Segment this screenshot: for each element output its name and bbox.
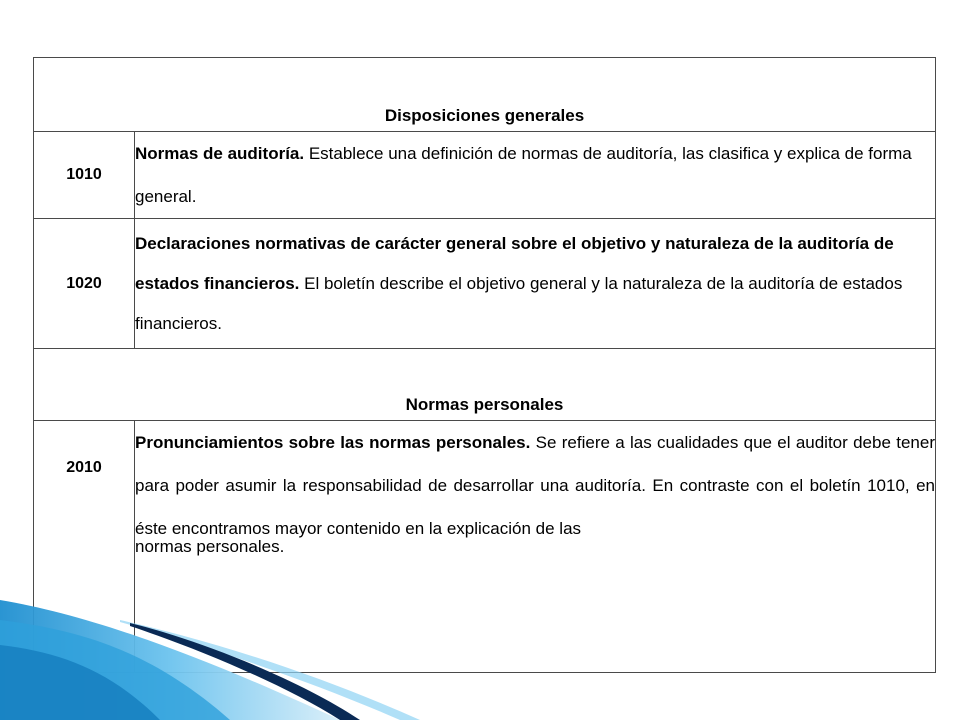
section-header-row bbox=[34, 349, 936, 421]
norm-text: El boletín describe el objetivo general y la naturaleza de la auditoría de estados financieros. bbox=[135, 273, 903, 333]
norm-text: Se refiere a las cualidades que el auditor debe tener para poder asumir la responsabilidad de desarrollar una auditoría. En contraste con el boletín 1010, en éste encontramos mayor contenido en la explicación de las bbox=[135, 433, 935, 538]
norm-heading: Normas de auditoría. bbox=[135, 144, 305, 163]
section-title-disposiciones: Disposiciones generales bbox=[384, 106, 585, 125]
norm-text-end: normas personales. bbox=[135, 537, 285, 556]
norm-description bbox=[135, 219, 936, 349]
table-row bbox=[34, 219, 936, 349]
norm-code: 1010 bbox=[34, 132, 135, 219]
norm-code: 1020 bbox=[34, 219, 135, 349]
decorative-swoosh bbox=[0, 560, 960, 720]
norm-description bbox=[135, 132, 936, 219]
norm-code: 2010 bbox=[34, 421, 135, 673]
table-row bbox=[34, 132, 936, 219]
section-header-cell bbox=[34, 58, 936, 132]
norm-heading: Declaraciones normativas de carácter general sobre el objetivo y naturaleza de la auditoría de estados financieros. bbox=[135, 233, 894, 293]
norm-text: Establece una definición de normas de auditoría, las clasifica y explica de forma general. bbox=[135, 144, 912, 206]
section-title-personales: Normas personales bbox=[405, 395, 564, 414]
section-header-row bbox=[34, 58, 936, 132]
section-header-cell bbox=[34, 349, 936, 421]
norm-heading: Pronunciamientos sobre las normas personales. bbox=[135, 433, 531, 452]
